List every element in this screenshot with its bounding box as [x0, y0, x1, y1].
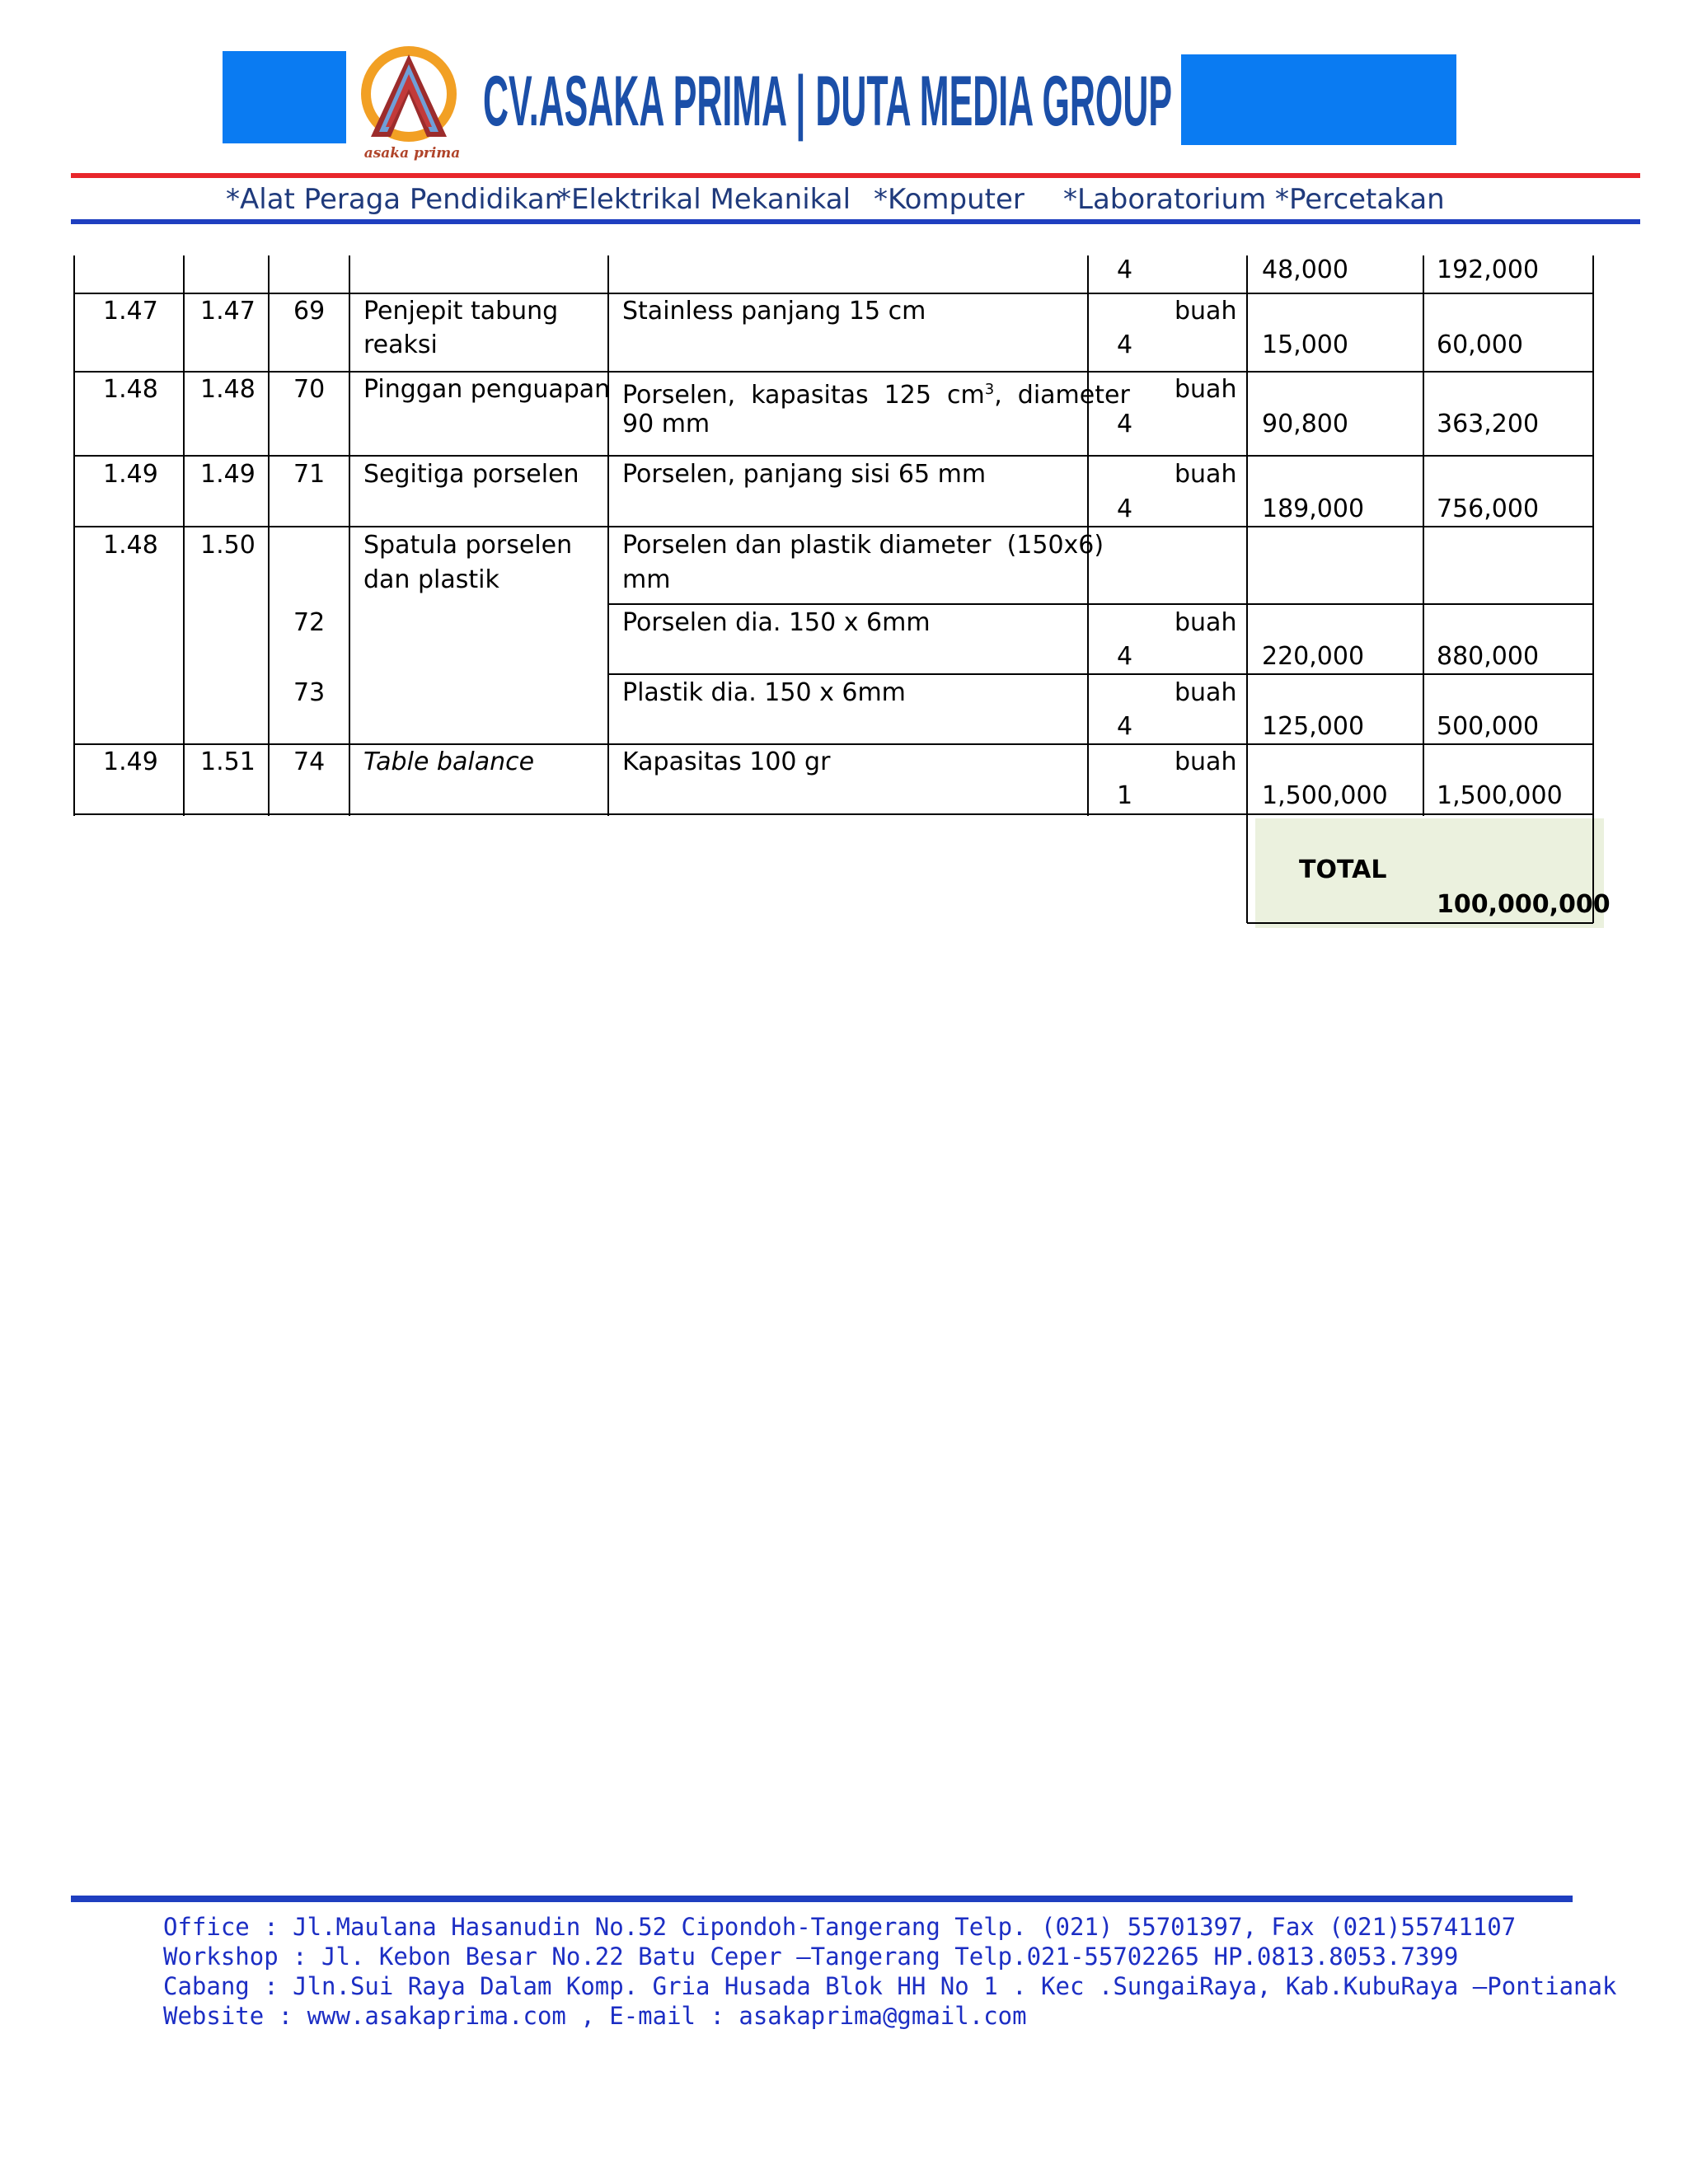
- footer-website: Website : www.asakaprima.com , E-mail : asakaprima@gmail.com: [163, 2002, 1027, 2030]
- total-cell: 756,000: [1437, 494, 1540, 523]
- spec-cell-line2: mm: [622, 565, 671, 594]
- code-cell: 1.48: [103, 375, 158, 404]
- qty-cell: 4: [1117, 255, 1133, 284]
- qty-cell: 4: [1117, 410, 1133, 438]
- item-name-cell: Table balance: [363, 748, 535, 776]
- code-cell: 1.49: [103, 460, 158, 489]
- spec-cell: Porselen dan plastik diameter (150x6): [622, 531, 1104, 560]
- unit-cell: buah: [1175, 297, 1237, 326]
- qty-cell: 4: [1117, 712, 1133, 741]
- unit-cell: buah: [1175, 748, 1237, 776]
- spec-cell: Stainless panjang 15 cm: [622, 297, 926, 326]
- qty-cell: 4: [1117, 642, 1133, 671]
- price-cell: 48,000: [1262, 255, 1348, 284]
- qty-cell: 4: [1117, 494, 1133, 523]
- service-item: *Laboratorium *Percetakan: [1063, 183, 1445, 216]
- total-label: TOTAL: [1299, 855, 1387, 884]
- code-cell: 1.47: [103, 297, 158, 326]
- service-item: *Alat Peraga Pendidikan: [226, 183, 563, 216]
- spec-cell: Plastik dia. 150 x 6mm: [622, 678, 906, 707]
- service-item: *Komputer: [874, 183, 1025, 216]
- spec-cell: Porselen dia. 150 x 6mm: [622, 608, 931, 637]
- total-cell: 60,000: [1437, 330, 1523, 359]
- footer-workshop-address: Workshop : Jl. Kebon Besar No.22 Batu Ceper –Tangerang Telp.021-55702265 HP.0813.8053.7399: [163, 1943, 1459, 1971]
- price-cell: 220,000: [1262, 642, 1365, 671]
- total-cell: 880,000: [1437, 642, 1540, 671]
- price-cell: 15,000: [1262, 330, 1348, 359]
- total-cell: 500,000: [1437, 712, 1540, 741]
- code-cell: 1.49: [200, 460, 256, 489]
- price-cell: 125,000: [1262, 712, 1365, 741]
- unit-cell: buah: [1175, 608, 1237, 637]
- item-name-cell-line2: reaksi: [363, 330, 438, 359]
- code-cell: 1.47: [200, 297, 256, 326]
- spec-cell: Kapasitas 100 gr: [622, 748, 831, 776]
- code-cell: 1.48: [103, 531, 158, 560]
- item-name-cell: Spatula porselen: [363, 531, 573, 560]
- company-name-text: CV.ASAKA PRIMA | DUTA MEDIA GROUP: [483, 62, 1172, 141]
- number-cell: 72: [293, 608, 326, 637]
- unit-cell: buah: [1175, 375, 1237, 404]
- item-name-cell: Segitiga porselen: [363, 460, 579, 489]
- number-cell: 70: [293, 375, 326, 404]
- spec-cell-line2: 90 mm: [622, 410, 710, 438]
- price-cell: 1,500,000: [1262, 781, 1388, 810]
- footer-blue-rule: [71, 1896, 1573, 1902]
- code-cell: 1.50: [200, 531, 256, 560]
- footer-office-address: Office : Jl.Maulana Hasanudin No.52 Cipondoh-Tangerang Telp. (021) 55701397, Fax (021)55741107: [163, 1913, 1517, 1941]
- code-cell: 1.49: [103, 748, 158, 776]
- spec-cell: Porselen, panjang sisi 65 mm: [622, 460, 987, 489]
- item-name-cell: Penjepit tabung: [363, 297, 559, 326]
- grand-total-value: 100,000,000: [1437, 890, 1611, 919]
- qty-cell: 1: [1117, 781, 1133, 810]
- unit-cell: buah: [1175, 460, 1237, 489]
- spec-text: , diameter: [994, 381, 1130, 410]
- unit-cell: buah: [1175, 678, 1237, 707]
- item-name-cell-line2: dan plastik: [363, 565, 499, 594]
- number-cell: 71: [293, 460, 326, 489]
- logo-caption: asaka prima: [363, 145, 461, 162]
- number-cell: 74: [293, 748, 326, 776]
- spec-text: Porselen, kapasitas 125 cm: [622, 381, 985, 410]
- total-cell: 363,200: [1437, 410, 1540, 438]
- code-cell: 1.48: [200, 375, 256, 404]
- item-name-cell: Pinggan penguapan: [363, 375, 611, 404]
- total-cell: 192,000: [1437, 255, 1540, 284]
- service-item: *Elektrikal Mekanikal: [557, 183, 851, 216]
- spec-superscript: 3: [984, 381, 995, 398]
- price-cell: 189,000: [1262, 494, 1365, 523]
- footer-branch-address: Cabang : Jln.Sui Raya Dalam Komp. Gria Husada Blok HH No 1 . Kec .SungaiRaya, Kab.KubuRaya –Pontianak: [163, 1972, 1617, 2000]
- code-cell: 1.51: [200, 748, 256, 776]
- number-cell: 69: [293, 297, 326, 326]
- price-cell: 90,800: [1262, 410, 1348, 438]
- qty-cell: 4: [1117, 330, 1133, 359]
- total-cell: 1,500,000: [1437, 781, 1563, 810]
- number-cell: 73: [293, 678, 326, 707]
